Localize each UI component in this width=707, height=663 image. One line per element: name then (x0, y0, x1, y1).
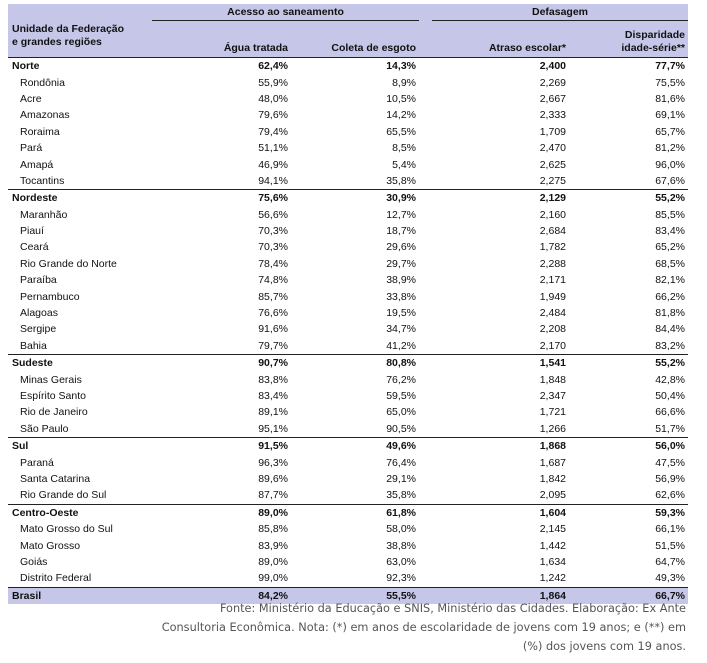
cell-atraso: 1,442 (539, 539, 566, 552)
cell-name: Rondônia (20, 76, 65, 89)
cell-esgoto: 8,9% (392, 76, 416, 89)
cell-esgoto: 49,6% (291, 437, 419, 454)
cell-esgoto: 55,5% (291, 587, 419, 604)
cell-disparidade: 62,6% (655, 489, 685, 502)
cell-name: Roraima (20, 125, 60, 138)
cell-disparidade: 50,4% (655, 390, 685, 402)
cell-gap (419, 58, 432, 75)
cell-name: Maranhão (20, 208, 68, 221)
cell-gap (419, 272, 432, 288)
table-row (8, 404, 688, 420)
cell-atraso: 1,782 (539, 241, 566, 254)
cell-gap (419, 521, 432, 537)
cell-esgoto: 34,7% (386, 323, 416, 336)
cell-esgoto: 30,9% (291, 190, 419, 207)
cell-agua: 89,0% (152, 504, 291, 521)
cell-esgoto: 29,1% (386, 472, 416, 485)
cell-atraso: 1,687 (539, 456, 566, 469)
cell-gap (419, 504, 432, 521)
cell-gap (419, 74, 432, 90)
cell-name: Alagoas (20, 307, 58, 320)
cell-name: Pará (20, 142, 43, 155)
cell-esgoto: 80,8% (291, 355, 419, 372)
cell-atraso: 1,864 (432, 587, 569, 604)
cell-agua: 99,0% (258, 572, 288, 585)
cell-disparidade: 65,2% (655, 241, 685, 254)
cell-gap (419, 256, 432, 272)
cell-agua: 56,6% (258, 208, 288, 221)
cell-atraso: 1,634 (539, 555, 566, 568)
region-row (8, 190, 688, 207)
cell-gap (419, 355, 432, 372)
cell-disparidade: 96,0% (655, 158, 685, 171)
cell-agua: 84,2% (152, 587, 291, 604)
cell-atraso: 1,868 (432, 437, 569, 454)
cell-gap (419, 124, 432, 140)
cell-atraso: 1,949 (539, 290, 566, 303)
cell-gap (419, 437, 432, 454)
cell-gap (419, 454, 432, 470)
cell-atraso: 2,145 (539, 523, 566, 536)
region-row (8, 504, 688, 521)
cell-esgoto: 38,8% (386, 539, 416, 552)
cell-agua: 85,7% (258, 290, 288, 303)
table-row (8, 173, 688, 190)
cell-gap (419, 173, 432, 190)
cell-disparidade: 75,5% (655, 76, 685, 89)
header-disparidade (569, 21, 688, 58)
cell-disparidade: 55,2% (569, 190, 688, 207)
cell-esgoto: 18,7% (386, 225, 416, 238)
cell-esgoto: 8,5% (392, 142, 416, 155)
cell-name: Espírito Santo (20, 390, 86, 402)
header-gap (419, 4, 432, 58)
cell-atraso: 2,470 (539, 142, 566, 155)
cell-atraso: 2,667 (539, 92, 566, 105)
cell-atraso: 2,129 (432, 190, 569, 207)
cell-esgoto: 33,8% (386, 290, 416, 303)
header-unidade-line2: e grandes regiões (12, 36, 102, 48)
header-unidade (8, 4, 152, 58)
table-row (8, 338, 688, 355)
cell-esgoto: 76,4% (386, 456, 416, 469)
table-row (8, 388, 688, 404)
header-group-saneamento: Acesso ao saneamento (152, 4, 419, 21)
region-row (8, 355, 688, 372)
cell-esgoto: 61,8% (291, 504, 419, 521)
cell-gap (419, 537, 432, 553)
cell-name: Santa Catarina (20, 472, 91, 485)
cell-gap (419, 223, 432, 239)
cell-name: Acre (20, 92, 42, 105)
cell-esgoto: 29,6% (386, 241, 416, 254)
cell-atraso: 2,269 (539, 76, 566, 89)
cell-atraso: 1,266 (539, 422, 566, 435)
cell-agua: 48,0% (258, 92, 288, 105)
cell-gap (419, 388, 432, 404)
table-row (8, 91, 688, 107)
cell-name: Amazonas (20, 109, 70, 122)
cell-esgoto: 14,2% (386, 109, 416, 122)
cell-disparidade: 81,8% (655, 307, 685, 320)
header-group-defasagem: Defasagem (432, 4, 688, 21)
cell-disparidade: 84,4% (655, 323, 685, 336)
cell-agua: 79,7% (258, 339, 288, 352)
cell-disparidade: 42,8% (655, 373, 685, 386)
cell-agua: 91,5% (152, 437, 291, 454)
table-row (8, 570, 688, 587)
cell-agua: 83,9% (258, 539, 288, 552)
cell-name: Sergipe (20, 323, 57, 336)
cell-atraso: 1,721 (539, 406, 566, 419)
cell-disparidade: 81,2% (655, 142, 685, 155)
cell-atraso: 2,208 (539, 323, 566, 336)
cell-esgoto: 90,5% (386, 422, 416, 435)
cell-atraso: 1,242 (539, 572, 566, 585)
cell-gap (419, 190, 432, 207)
cell-esgoto: 35,8% (386, 174, 416, 187)
cell-name: Distrito Federal (20, 572, 92, 585)
cell-esgoto: 41,2% (386, 339, 416, 352)
cell-gap (419, 321, 432, 337)
cell-atraso: 2,170 (539, 339, 566, 352)
cell-gap (419, 156, 432, 172)
cell-gap (419, 91, 432, 107)
cell-disparidade: 77,7% (569, 58, 688, 75)
source-line-1: Fonte: Ministério da Educação e SNIS, Ministério das Cidades. Elaboração: Ex Ante (219, 602, 686, 615)
cell-disparidade: 56,0% (569, 437, 688, 454)
cell-disparidade: 67,6% (655, 174, 685, 187)
cell-name: Bahia (20, 339, 47, 352)
cell-agua: 62,4% (152, 58, 291, 75)
cell-agua: 87,7% (258, 489, 288, 502)
cell-name: Piauí (20, 225, 44, 238)
cell-disparidade: 66,2% (655, 290, 685, 303)
table-row (8, 156, 688, 172)
cell-esgoto: 14,3% (291, 58, 419, 75)
cell-disparidade: 85,5% (655, 208, 685, 221)
cell-agua: 76,6% (258, 307, 288, 320)
header-disparidade-line1: Disparidade (624, 29, 685, 41)
cell-agua: 89,6% (258, 472, 288, 485)
source-line-3: (%) dos jovens com 19 anos. (522, 640, 686, 653)
cell-atraso: 2,400 (432, 58, 569, 75)
cell-name: Nordeste (8, 190, 152, 207)
cell-esgoto: 10,5% (386, 92, 416, 105)
cell-gap (419, 288, 432, 304)
cell-atraso: 1,848 (539, 373, 566, 386)
header-disparidade-line2: idade-série** (621, 42, 685, 54)
cell-disparidade: 51,5% (655, 539, 685, 552)
cell-gap (419, 554, 432, 570)
cell-disparidade: 66,7% (569, 587, 688, 604)
cell-atraso: 2,095 (539, 489, 566, 502)
cell-atraso: 2,484 (539, 307, 566, 320)
table-row (8, 239, 688, 255)
table-row (8, 223, 688, 239)
table-row (8, 371, 688, 387)
cell-esgoto: 38,9% (386, 274, 416, 287)
cell-disparidade: 55,2% (569, 355, 688, 372)
cell-disparidade: 83,4% (655, 225, 685, 238)
cell-gap (419, 239, 432, 255)
cell-esgoto: 65,0% (386, 406, 416, 419)
table-row (8, 74, 688, 90)
cell-agua: 94,1% (258, 174, 288, 187)
cell-disparidade: 59,3% (569, 504, 688, 521)
cell-name: Rio Grande do Sul (20, 489, 107, 502)
table-row (8, 421, 688, 438)
cell-atraso: 2,275 (539, 174, 566, 187)
cell-esgoto: 35,8% (386, 489, 416, 502)
cell-atraso: 2,333 (539, 109, 566, 122)
table-row (8, 521, 688, 537)
cell-esgoto: 58,0% (386, 523, 416, 536)
cell-name: Minas Gerais (20, 373, 82, 386)
cell-esgoto: 63,0% (386, 555, 416, 568)
source-note (108, 599, 686, 656)
cell-name: Sudeste (8, 355, 152, 372)
source-line-2: Consultoria Econômica. Nota: (*) em anos de escolaridade de jovens com 19 anos; e (**) em (161, 621, 686, 634)
cell-disparidade: 83,2% (655, 339, 685, 352)
cell-name: Tocantins (20, 174, 65, 187)
cell-disparidade: 65,7% (655, 125, 685, 138)
cell-agua: 89,1% (258, 406, 288, 419)
region-row (8, 437, 688, 454)
cell-esgoto: 12,7% (386, 208, 416, 221)
cell-atraso: 2,171 (539, 274, 566, 287)
cell-gap (419, 421, 432, 438)
cell-name: Rio de Janeiro (20, 406, 88, 419)
cell-atraso: 1,842 (539, 472, 566, 485)
cell-esgoto: 92,3% (386, 572, 416, 585)
cell-agua: 55,9% (258, 76, 288, 89)
cell-agua: 79,6% (258, 109, 288, 122)
cell-name: Centro-Oeste (8, 504, 152, 521)
table-row (8, 487, 688, 504)
cell-agua: 75,6% (152, 190, 291, 207)
cell-disparidade: 66,1% (655, 523, 685, 536)
cell-agua: 70,3% (258, 241, 288, 254)
cell-name: Pernambuco (20, 290, 80, 303)
cell-disparidade: 56,9% (655, 472, 685, 485)
cell-agua: 78,4% (258, 257, 288, 270)
cell-disparidade: 69,1% (655, 109, 685, 122)
cell-gap (419, 305, 432, 321)
cell-atraso: 2,160 (539, 208, 566, 221)
cell-agua: 90,7% (152, 355, 291, 372)
cell-disparidade: 64,7% (655, 555, 685, 568)
header-atraso: Atraso escolar* (432, 21, 569, 58)
cell-name: Sul (8, 437, 152, 454)
cell-gap (419, 570, 432, 587)
cell-name: Goiás (20, 555, 48, 568)
table-row (8, 321, 688, 337)
table-row (8, 305, 688, 321)
cell-name: São Paulo (20, 422, 69, 435)
header-agua: Água tratada (152, 21, 291, 58)
cell-atraso: 1,604 (432, 504, 569, 521)
cell-agua: 46,9% (258, 158, 288, 171)
cell-name: Amapá (20, 158, 54, 171)
cell-atraso: 2,625 (539, 158, 566, 171)
cell-gap (419, 487, 432, 504)
cell-disparidade: 47,5% (655, 456, 685, 469)
cell-name: Paraíba (20, 274, 57, 287)
cell-name: Ceará (20, 241, 49, 254)
cell-agua: 83,8% (258, 373, 288, 386)
cell-esgoto: 59,5% (386, 390, 416, 402)
cell-disparidade: 51,7% (655, 422, 685, 435)
cell-name: Mato Grosso do Sul (20, 523, 113, 536)
table-row (8, 207, 688, 223)
table-row (8, 454, 688, 470)
cell-esgoto: 29,7% (386, 257, 416, 270)
cell-disparidade: 68,5% (655, 257, 685, 270)
cell-agua: 70,3% (258, 225, 288, 238)
cell-disparidade: 66,6% (655, 406, 685, 419)
cell-agua: 89,0% (258, 555, 288, 568)
data-table-container (8, 4, 688, 604)
table-row (8, 554, 688, 570)
region-row (8, 58, 688, 75)
table-row (8, 256, 688, 272)
cell-disparidade: 82,1% (655, 274, 685, 287)
cell-atraso: 2,684 (539, 225, 566, 238)
cell-name: Paraná (20, 456, 54, 469)
table-header (8, 4, 688, 58)
table-body (8, 58, 688, 604)
cell-gap (419, 207, 432, 223)
cell-disparidade: 81,6% (655, 92, 685, 105)
cell-agua: 91,6% (258, 323, 288, 336)
cell-gap (419, 404, 432, 420)
cell-name: Rio Grande do Norte (20, 257, 117, 270)
cell-disparidade: 49,3% (655, 572, 685, 585)
cell-name: Brasil (8, 587, 152, 604)
cell-name: Mato Grosso (20, 539, 81, 552)
cell-agua: 51,1% (258, 142, 288, 155)
cell-name: Norte (8, 58, 152, 75)
cell-agua: 85,8% (258, 523, 288, 536)
cell-atraso: 1,709 (539, 125, 566, 138)
cell-gap (419, 140, 432, 156)
header-unidade-line1: Unidade da Federação (12, 23, 125, 35)
cell-agua: 83,4% (258, 390, 288, 402)
cell-agua: 79,4% (258, 125, 288, 138)
table-row (8, 140, 688, 156)
header-esgoto: Coleta de esgoto (291, 21, 419, 58)
cell-gap (419, 338, 432, 355)
cell-agua: 95,1% (258, 422, 288, 435)
table-row (8, 107, 688, 123)
cell-gap (419, 471, 432, 487)
table-row (8, 124, 688, 140)
cell-esgoto: 5,4% (392, 158, 416, 171)
data-table (8, 4, 688, 604)
table-row (8, 471, 688, 487)
cell-gap (419, 371, 432, 387)
cell-atraso: 2,347 (539, 390, 566, 402)
table-row (8, 272, 688, 288)
cell-atraso: 2,288 (539, 257, 566, 270)
cell-agua: 74,8% (258, 274, 288, 287)
cell-agua: 96,3% (258, 456, 288, 469)
cell-atraso: 1,541 (432, 355, 569, 372)
table-row (8, 537, 688, 553)
cell-esgoto: 19,5% (386, 307, 416, 320)
cell-esgoto: 76,2% (386, 373, 416, 386)
cell-esgoto: 65,5% (386, 125, 416, 138)
cell-gap (419, 107, 432, 123)
table-row (8, 288, 688, 304)
